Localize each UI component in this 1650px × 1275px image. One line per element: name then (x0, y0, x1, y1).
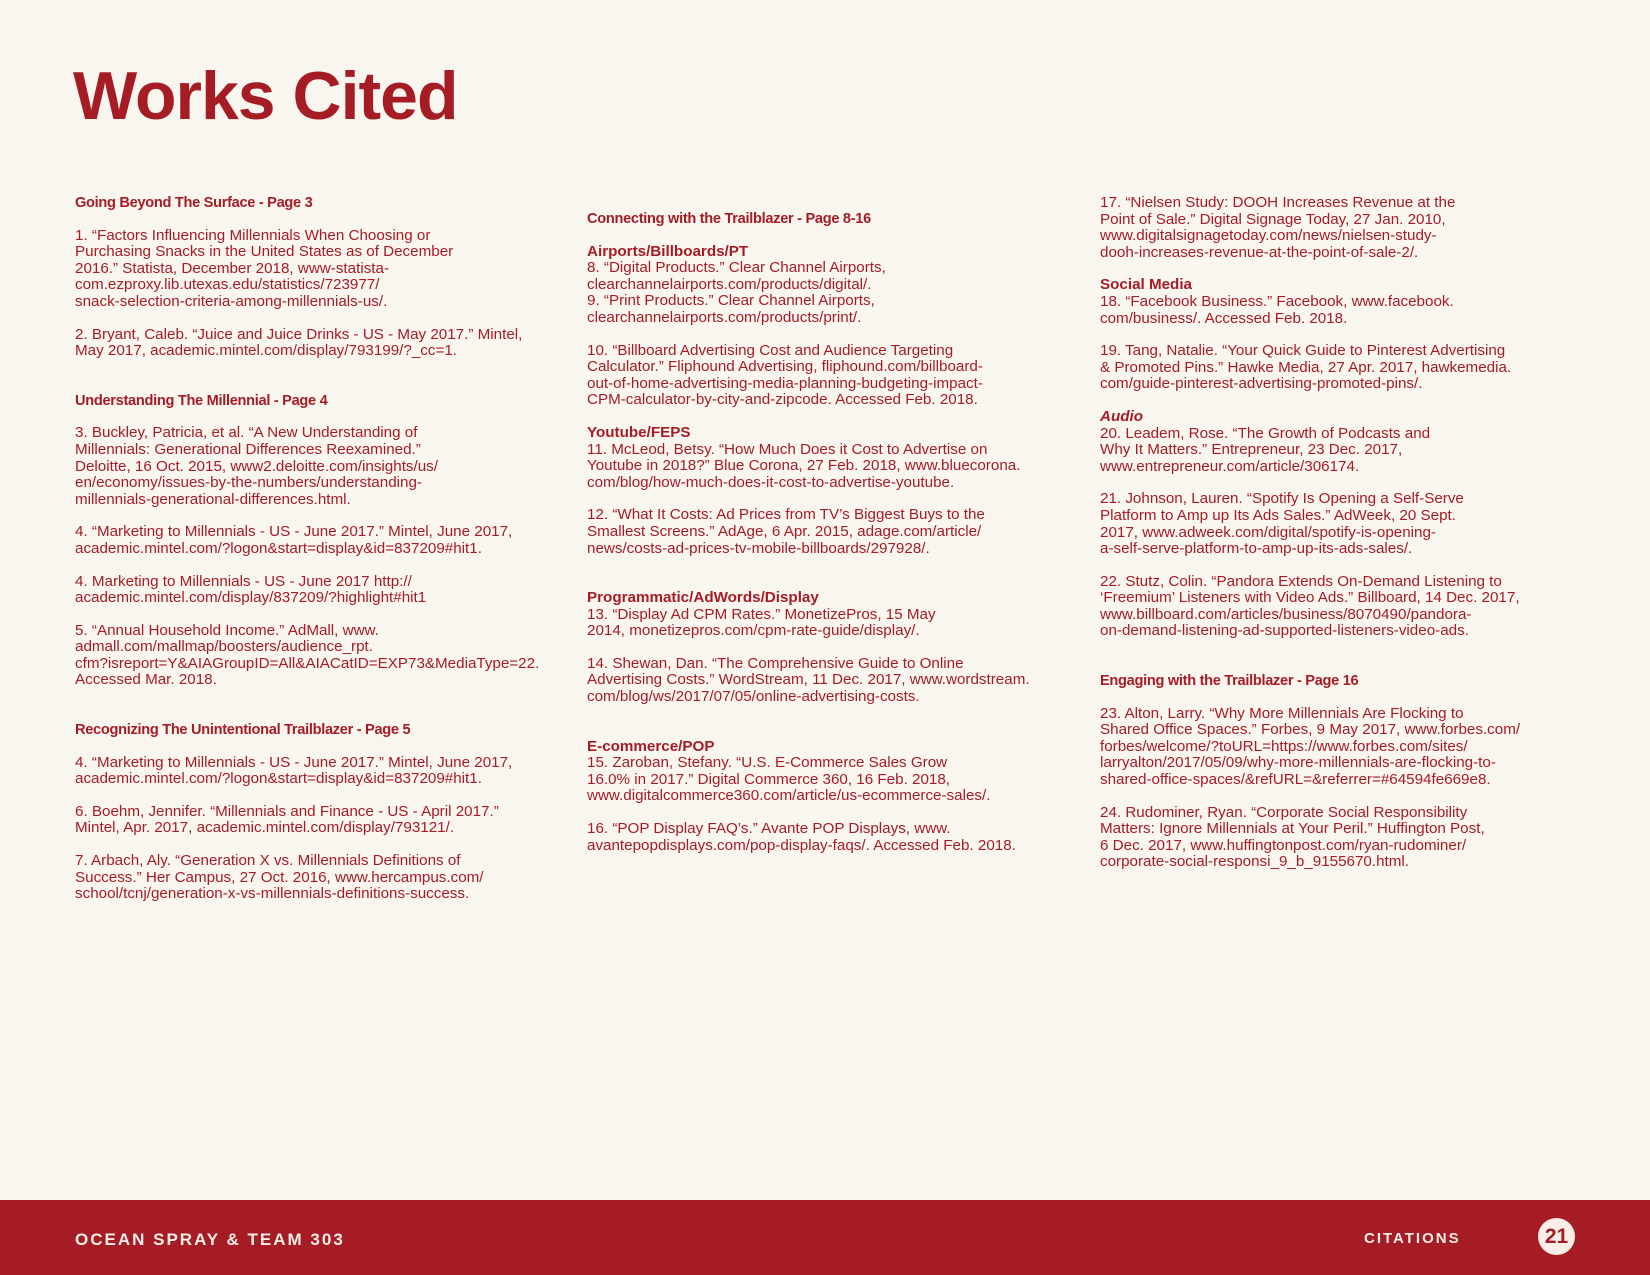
citation-entry: 4. Marketing to Millennials - US - June 2017 http:// academic.mintel.com/display/837209/?highlight#hit1 (75, 572, 427, 607)
citation-entry: 11. McLeod, Betsy. “How Much Does it Cost to Advertise on Youtube in 2018?” Blue Corona, 27 Feb. 2018, www.bluecorona. com/blog/how-much-does-it-cost-to-advertise-youtube. (587, 440, 1021, 491)
citation-entry: 15. Zaroban, Stefany. “U.S. E-Commerce Sales Grow 16.0% in 2017.” Digital Commerce 360, 16 Feb. 2018, www.digitalcommerce360.com/article/us-ecommerce-sales/. (587, 754, 991, 805)
subsection-heading: Youtube/FEPS (587, 423, 691, 441)
citation-entry: 4. “Marketing to Millennials - US - June 2017.” Mintel, June 2017, academic.mintel.com/?logon&start=display&id=837209#hit1. (75, 523, 513, 557)
section-heading: Connecting with the Trailblazer - Page 8-16 (587, 211, 871, 227)
citation-entry: 2. Bryant, Caleb. “Juice and Juice Drinks - US - May 2017.” Mintel, May 2017, academic.mintel.com/display/793199/?_cc=1. (75, 325, 523, 360)
subsection-heading: Audio (1100, 407, 1144, 425)
page-number-badge: 21 (1538, 1218, 1575, 1255)
citation-entry: 7. Arbach, Aly. “Generation X vs. Millennials Definitions of Success.” Her Campus, 27 Oct. 2016, www.hercampus.com/ school/tcnj/generation-x-vs-millennials-definitions-success. (75, 852, 484, 903)
citation-entry: 16. “POP Display FAQ’s.” Avante POP Displays, www. avantepopdisplays.com/pop-display-faqs/. Accessed Feb. 2018. (587, 820, 1016, 854)
citation-entry: 22. Stutz, Colin. “Pandora Extends On-Demand Listening to ‘Freemium’ Listeners with Video Ads.” Billboard, 14 Dec. 2017, www.billboard.com/articles/business/8070490/pandora- on-demand-listening-ad-supported-listeners-video-ads. (1100, 572, 1520, 640)
footer-brand: OCEAN SPRAY & TEAM 303 (75, 1230, 345, 1249)
footer-bar (0, 1200, 1650, 1275)
citation-entry: 19. Tang, Natalie. “Your Quick Guide to Pinterest Advertising & Promoted Pins.” Hawke Media, 27 Apr. 2017, hawkemedia. com/guide-pinterest-advertising-promoted-pins/. (1100, 342, 1512, 393)
citation-entry: 20. Leadem, Rose. “The Growth of Podcasts and Why It Matters.” Entrepreneur, 23 Dec. 2017, www.entrepreneur.com/article/306174. (1100, 424, 1431, 475)
citation-entry: 3. Buckley, Patricia, et al. “A New Understanding of Millennials: Generational Differences Reexamined.” Deloitte, 16 Oct. 2015, www2.deloitte.com/insights/us/ en/economy/issues-by-the-numbers/understanding- millennials-generational-differences.html. (75, 424, 438, 508)
section-heading: Going Beyond The Surface - Page 3 (75, 195, 313, 211)
citation-entry: 23. Alton, Larry. “Why More Millennials Are Flocking to Shared Office Spaces.” Forbes, 9 May 2017, www.forbes.com/ forbes/welcome/?toURL=https://www.forbes.com/sites/ larryalton/2017/05/09/why-more-millennials-are-flocking-to- shared-office-spaces/&refURL=&referrer=#64594fe669e8. (1100, 704, 1521, 789)
citation-entry: 24. Rudominer, Ryan. “Corporate Social Responsibility Matters: Ignore Millennials at Your Peril.” Huffington Post, 6 Dec. 2017, www.huffingtonpost.com/ryan-rudominer/ corporate-social-responsi_9_b_9155670.html. (1100, 803, 1485, 871)
citation-entry: 1. “Factors Influencing Millennials When Choosing or Purchasing Snacks in the United States as of December 2016.” Statista, December 2018, www-statista- com.ezproxy.lib.utexas.edu/statistics/723977/ snack-selection-criteria-among-millennials-us/. (75, 226, 454, 310)
citation-entry: 6. Boehm, Jennifer. “Millennials and Finance - US - April 2017.” Mintel, Apr. 2017, academic.mintel.com/display/793121/. (75, 802, 499, 837)
footer-section-label: CITATIONS (1364, 1230, 1461, 1247)
citations-column-3 (1100, 195, 1570, 871)
subsection-heading: E-commerce/POP (587, 737, 715, 755)
citation-entry: 18. “Facebook Business.” Facebook, www.facebook. com/business/. Accessed Feb. 2018. (1100, 292, 1454, 327)
citations-column-2 (587, 211, 1067, 854)
citation-entry: 4. “Marketing to Millennials - US - June 2017.” Mintel, June 2017, academic.mintel.com/?logon&start=display&id=837209#hit1. (75, 753, 513, 788)
citation-entry: 10. “Billboard Advertising Cost and Audience Targeting Calculator.” Fliphound Advertising, fliphound.com/billboard- out-of-home-advertising-media-planning-budgeting-impact- CPM-calculator-by-city-and-zipcode. Accessed Feb. 2018. (587, 341, 983, 409)
section-heading: Recognizing The Unintentional Trailblazer - Page 5 (75, 722, 411, 739)
subsection-heading: Programmatic/AdWords/Display (587, 589, 819, 607)
citation-entry: 13. “Display Ad CPM Rates.” MonetizePros, 15 May 2014, monetizepros.com/cpm-rate-guide/display/. (587, 605, 936, 640)
citations-column-1 (75, 195, 555, 903)
section-heading: Engaging with the Trailblazer - Page 16 (1100, 673, 1359, 690)
subsection-heading: Airports/Billboards/PT (587, 242, 749, 260)
citation-entry: 17. “Nielsen Study: DOOH Increases Revenue at the Point of Sale.” Digital Signage Today, 27 Jan. 2010, www.digitalsignagetoday.com/news/nielsen-study- dooh-increases-revenue-at-the-point-of-sale-2/. (1100, 194, 1456, 261)
citation-entry: 21. Johnson, Lauren. “Spotify Is Opening a Self-Serve Platform to Amp up Its Ads Sales.” AdWeek, 20 Sept. 2017, www.adweek.com/digital/spotify-is-opening- a-self-serve-platform-to-amp-up-its-ads-sales/. (1100, 490, 1464, 558)
section-heading: Understanding The Millennial - Page 4 (75, 392, 328, 409)
citation-entry: 12. “What It Costs: Ad Prices from TV’s Biggest Buys to the Smallest Screens.” AdAge, 6 Apr. 2015, adage.com/article/ news/costs-ad-prices-tv-mobile-billboards/297928/. (587, 506, 985, 557)
page-title: Works Cited (73, 58, 458, 134)
citation-entry: 8. “Digital Products.” Clear Channel Airports, clearchannelairports.com/products/digital/. 9. “Print Products.” Clear Channel Airports, clearchannelairports.com/products/print/. (587, 259, 886, 326)
subsection-heading: Social Media (1100, 276, 1193, 294)
citation-entry: 5. “Annual Household Income.” AdMall, www. admall.com/mallmap/boosters/audience_rpt. cfm?isreport=Y&AIAGroupID=All&AIACatID=EXP73&MediaType=22. Accessed Mar. 2018. (75, 621, 540, 689)
citation-entry: 14. Shewan, Dan. “The Comprehensive Guide to Online Advertising Costs.” WordStream, 11 Dec. 2017, www.wordstream. com/blog/ws/2017/07/05/online-advertising-costs. (587, 654, 1030, 706)
